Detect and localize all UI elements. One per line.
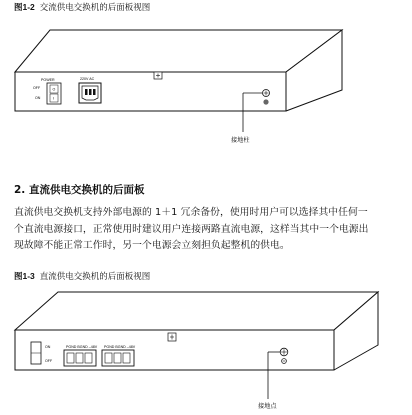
figure-1-title: 交流供电交换机的后面板视图 [39,3,151,13]
power-on-label: ON [35,96,41,100]
paragraph-line-2: 个直流电源接口，正常使用时建议用户连接两路直流电源，这样当其中一个电源出 [14,223,369,235]
paragraph-line-3: 现故障不能正常工作时，另一个电源会立刻担负起整机的供电。 [14,240,290,251]
panel-latch [168,333,176,341]
section-paragraph [14,205,402,255]
dc-input-2[interactable] [102,345,136,366]
dc-switch-rear-panel-diagram [0,275,412,415]
panel-latch [154,72,162,79]
ground-post-label: 接地柱 [231,137,250,144]
dc-input-2-label: PGND BGND –48V [104,345,136,349]
figure-2-number: 图1-3 [14,271,35,281]
figure-1-number: 图1-2 [14,2,35,12]
svg-text:I: I [53,96,54,101]
paragraph-line-1: 直流供电交换机支持外部电源的 1＋1 冗余备份，使用时用户可以选择其中任何一 [14,207,368,218]
ac-label: 220V AC [80,77,95,81]
power-label: POWER [41,78,55,82]
dc-input-1-label: PGND BGND –48V [66,345,98,349]
switch-body [15,30,342,111]
ac-switch-rear-panel-diagram [0,0,412,170]
switch-off-label: OFF [45,359,53,363]
figure-2-title: 直流供电交换机的后面板视图 [39,272,151,282]
power-off-label: OFF [33,86,41,90]
dc-input-1[interactable] [64,345,98,366]
svg-text:O: O [52,87,56,92]
switch-on-label: ON [45,345,51,349]
ground-point-label: 接地点 [258,403,277,410]
section-title: 2. 直流供电交换机的后面板 [14,184,145,196]
